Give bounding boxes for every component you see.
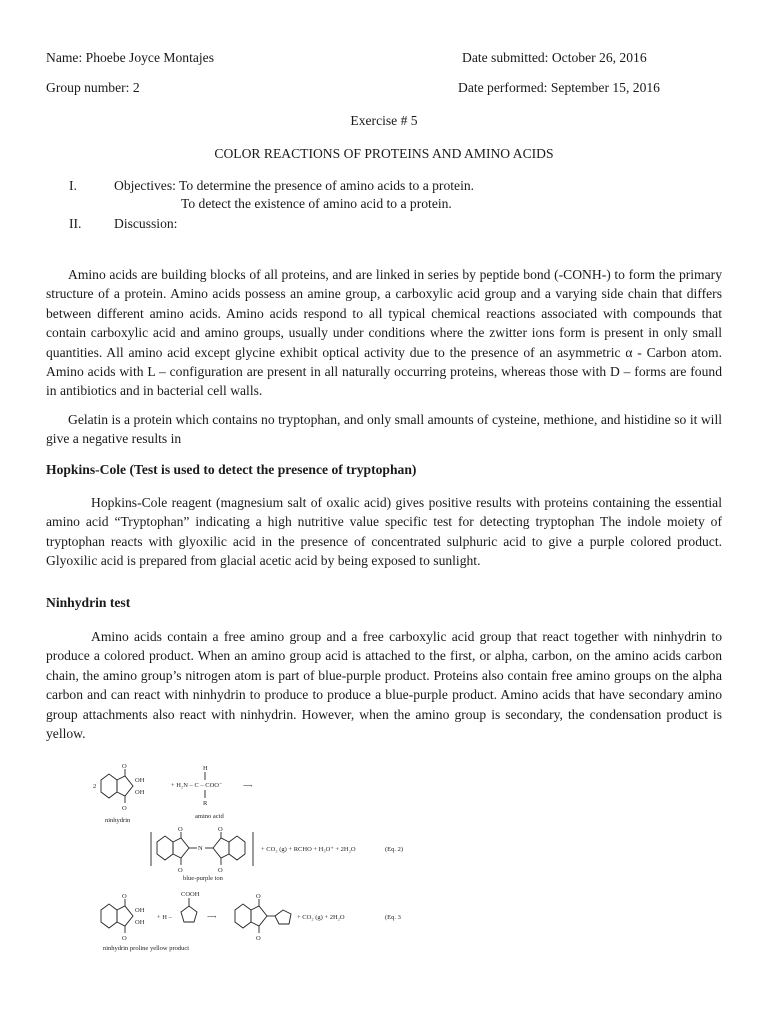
objectives-text: Objectives: To determine the presence of amino acids to a protein. [114,178,475,193]
svg-text:+ H₂N – C – COO⁻: + H₂N – C – COO⁻ [171,782,223,789]
svg-text:OH: OH [135,789,145,796]
svg-text:N: N [198,845,203,852]
svg-text:+ H –: + H – [157,914,172,921]
objectives-numeral: I. [69,178,77,193]
blue-purple-ion-structure [151,826,253,874]
ninhydrin-structure [93,763,145,812]
svg-text:R: R [203,800,208,807]
objectives-text-2: To detect the existence of amino acid to a protein. [181,196,452,211]
eq3-products: + CO₂ (g) + 2H₂O [297,914,345,921]
blue-purple-label: blue-purple ion [183,875,223,882]
paragraph-amino-acids: Amino acids are building blocks of all proteins, and are linked in series by peptide bond (-CONH-) to form the primary structure of a protein. Amino acids possess an amine group, a carboxylic acid group and a varying side chain that differs between different amino acids. Amino acids respond to all typical chemical reactions associated with compounds that contain carboxylic acid and amino groups, usually under conditions where the zwitter ions form is present in only small quantities. All amino acid except glycine exhibit optical activity due to the presence of an asymmetric α - Carbon atom. Amino acids with L – configuration are present in all naturally occurring proteins, whereas those with D – forms are found in antibiotics and in bacterial cell walls. [46,267,722,399]
svg-text:O: O [122,805,127,812]
ninhydrin-proline-structure [101,891,291,942]
svg-text:O: O [122,935,127,942]
group-number: Group number: 2 [46,80,140,95]
heading-hopkins-cole: Hopkins-Cole (Test is used to detect the presence of tryptophan) [46,462,417,477]
svg-text:OH: OH [135,919,145,926]
paragraph-gelatin: Gelatin is a protein which contains no tryptophan, and only small amounts of cysteine, methione, and histidine so it will give a negative results in [46,412,722,447]
eq2-products: + CO₂ (g) + RCHO + H₃O⁺ + 2H₂O [261,846,356,853]
ninhydrin-reaction-figure [85,762,425,958]
svg-text:O: O [178,826,183,833]
amino-acid-structure [171,765,253,807]
svg-text:H: H [203,765,208,772]
eq3-tag: (Eq. 3 [385,914,401,921]
reaction-arrow-2: ⟶ [207,914,217,921]
coefficient: 2 [93,783,97,790]
svg-text:O: O [218,867,223,874]
exercise-number: Exercise # 5 [350,113,418,128]
eq2-tag: (Eq. 2) [385,846,404,853]
paragraph-hopkins-cole: Hopkins-Cole reagent (magnesium salt of oxalic acid) gives positive results with proteins containing the essential amino acid “Tryptophan” indicating a high nutritive value specific test for detecting tryptophan The indole moiety of tryptophan reacts with glyoxilic acid in the presence of concentrated sulphuric acid to give a purple colored product. Glyoxilic acid is prepared from glacial acetic acid by being exposed to sunlight. [46,495,722,569]
svg-text:O: O [122,763,127,770]
date-submitted: Date submitted: October 26, 2016 [462,50,647,65]
discussion-label: Discussion: [114,216,178,231]
svg-text:O: O [256,893,261,900]
discussion-numeral: II. [69,216,82,231]
heading-ninhydrin: Ninhydrin test [46,595,131,610]
svg-text:O: O [122,893,127,900]
date-performed: Date performed: September 15, 2016 [458,80,660,95]
svg-text:OH: OH [135,907,145,914]
amino-acid-label: amino acid [195,813,224,820]
svg-text:O: O [178,867,183,874]
paragraph-ninhydrin: Amino acids contain a free amino group and a free carboxylic acid group that react together with ninhydrin to produce a colored product. When an amino group acid is attached to the first, or alpha, carbon, on the amino acids carbon chain, the amino group’s nitrogen atom is part of blue-purple product. Proteins also contain free amino groups on the alpha carbon and can react with ninhydrin to produce to produce a blue-purple product. Amino acids that have secondary amino group attachments also react with ninhydrin. However, when the amino group is secondary, the condensation product is yellow. [46,629,722,742]
svg-text:O: O [218,826,223,833]
svg-text:OH: OH [135,777,145,784]
reaction-arrow: ⟶ [243,783,253,790]
ninhydrin-label: ninhydrin [105,817,131,824]
svg-text:O: O [256,935,261,942]
svg-text:COOH: COOH [181,891,200,898]
student-name: Name: Phoebe Joyce Montajes [46,50,214,65]
ninhydrin-proline-label: ninhydrin proline yellow product [103,945,190,952]
document-title: COLOR REACTIONS OF PROTEINS AND AMINO ACIDS [214,146,554,161]
